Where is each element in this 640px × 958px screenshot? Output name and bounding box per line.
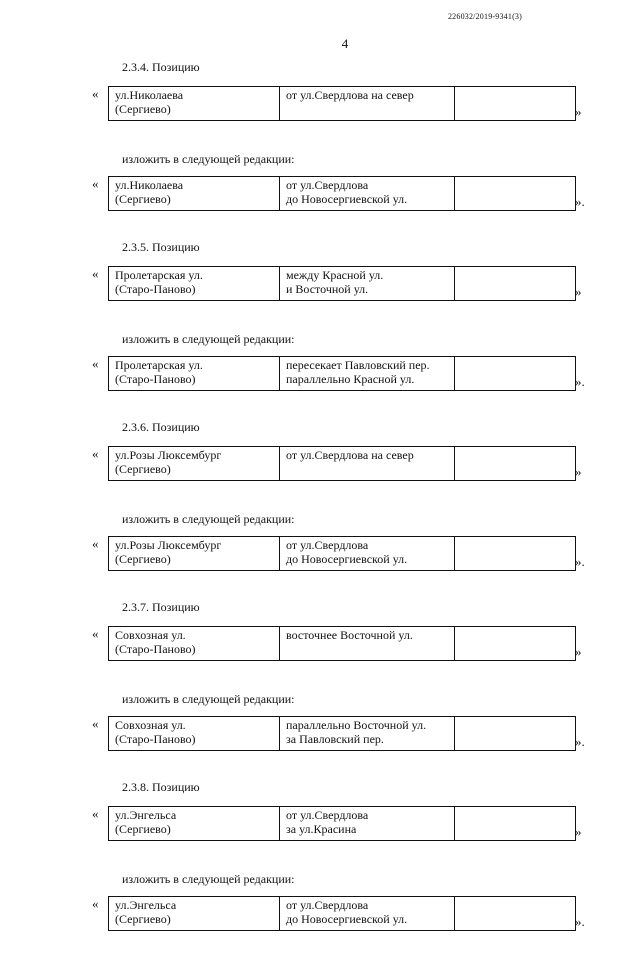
street-cell: [109, 807, 280, 841]
street-line: Пролетарская ул.: [115, 358, 203, 372]
new-position-row: [0, 356, 640, 402]
section-heading-text: 2.3.8. Позицию: [122, 780, 200, 794]
empty-cell: [455, 177, 576, 211]
close-quote: »: [575, 644, 582, 659]
empty-cell: [455, 447, 576, 481]
section-heading: [0, 598, 640, 626]
change-instruction-text: изложить в следующей редакции:: [122, 692, 295, 706]
new-position-table: [108, 896, 576, 931]
open-quote: «: [92, 176, 99, 191]
close-quote: »: [575, 284, 582, 299]
empty-cell: [455, 717, 576, 751]
bounds-line: параллельно Красной ул.: [286, 372, 415, 386]
open-quote: «: [92, 896, 99, 911]
current-position-table: [108, 266, 576, 301]
section-heading-text: 2.3.6. Позицию: [122, 420, 200, 434]
bounds-line: до Новосергиевской ул.: [286, 552, 408, 566]
bounds-line: пересекает Павловский пер.: [286, 358, 430, 372]
open-quote: «: [92, 356, 99, 371]
amendment-section: [0, 238, 640, 402]
current-position-row: [0, 806, 640, 852]
amendment-section: [0, 778, 640, 942]
bounds-line: от ул.Свердлова: [286, 808, 369, 822]
change-instruction: [0, 508, 640, 536]
change-instruction-text: изложить в следующей редакции:: [122, 152, 295, 166]
close-quote: ».: [575, 374, 585, 389]
section-heading-text: 2.3.4. Позицию: [122, 60, 200, 74]
change-instruction: [0, 148, 640, 176]
bounds-cell: [280, 627, 455, 661]
table-row: [109, 357, 576, 391]
bounds-cell: [280, 177, 455, 211]
section-heading: [0, 418, 640, 446]
section-heading: [0, 58, 640, 86]
table-row: [109, 897, 576, 931]
empty-cell: [455, 267, 576, 301]
empty-cell: [455, 627, 576, 661]
empty-cell: [455, 807, 576, 841]
bounds-line: параллельно Восточной ул.: [286, 718, 427, 732]
bounds-cell: [280, 87, 455, 121]
current-position-row: [0, 266, 640, 312]
bounds-cell: [280, 357, 455, 391]
change-instruction-text: изложить в следующей редакции:: [122, 512, 295, 526]
street-cell: [109, 627, 280, 661]
section-heading-text: 2.3.7. Позицию: [122, 600, 200, 614]
current-position-table: [108, 626, 576, 661]
current-position-row: [0, 86, 640, 132]
bounds-cell: [280, 807, 455, 841]
close-quote: ».: [575, 914, 585, 929]
table-row: [109, 447, 576, 481]
open-quote: «: [92, 626, 99, 641]
bounds-line: до Новосергиевской ул.: [286, 912, 408, 926]
close-quote: ».: [575, 194, 585, 209]
street-cell: [109, 87, 280, 121]
street-cell: [109, 537, 280, 571]
empty-cell: [455, 537, 576, 571]
table-row: [109, 627, 576, 661]
street-line: (Сергиево): [115, 192, 171, 206]
street-line: (Старо-Паново): [115, 732, 196, 746]
bounds-cell: [280, 717, 455, 751]
open-quote: «: [92, 446, 99, 461]
current-position-row: [0, 446, 640, 492]
bounds-line: до Новосергиевской ул.: [286, 192, 408, 206]
new-position-table: [108, 536, 576, 571]
street-line: ул.Николаева: [115, 88, 184, 102]
table-row: [109, 177, 576, 211]
street-line: (Сергиево): [115, 102, 171, 116]
street-cell: [109, 717, 280, 751]
open-quote: «: [92, 536, 99, 551]
amendment-sections: [0, 58, 640, 958]
table-row: [109, 537, 576, 571]
current-position-table: [108, 806, 576, 841]
street-cell: [109, 447, 280, 481]
table-row: [109, 267, 576, 301]
change-instruction: [0, 688, 640, 716]
street-line: ул.Энгельса: [115, 808, 177, 822]
street-line: (Сергиево): [115, 552, 171, 566]
new-position-table: [108, 356, 576, 391]
open-quote: «: [92, 86, 99, 101]
empty-cell: [455, 897, 576, 931]
street-cell: [109, 177, 280, 211]
street-line: (Старо-Паново): [115, 282, 196, 296]
street-line: ул.Розы Люксембург: [115, 448, 222, 462]
section-heading-text: 2.3.5. Позицию: [122, 240, 200, 254]
open-quote: «: [92, 806, 99, 821]
open-quote: «: [92, 266, 99, 281]
street-line: ул.Николаева: [115, 178, 184, 192]
street-line: ул.Энгельса: [115, 898, 177, 912]
change-instruction: [0, 328, 640, 356]
close-quote: »: [575, 824, 582, 839]
bounds-line: от ул.Свердлова: [286, 898, 369, 912]
bounds-line: от ул.Свердлова на север: [286, 88, 414, 102]
street-line: ул.Розы Люксембург: [115, 538, 222, 552]
bounds-line: между Красной ул.: [286, 268, 384, 282]
open-quote: «: [92, 716, 99, 731]
close-quote: »: [575, 464, 582, 479]
bounds-line: за ул.Красина: [286, 822, 357, 836]
section-heading: [0, 778, 640, 806]
table-row: [109, 807, 576, 841]
street-line: Пролетарская ул.: [115, 268, 203, 282]
street-line: (Сергиево): [115, 912, 171, 926]
street-cell: [109, 357, 280, 391]
page-number: 4: [341, 36, 349, 51]
new-position-table: [108, 716, 576, 751]
bounds-line: и Восточной ул.: [286, 282, 369, 296]
bounds-cell: [280, 897, 455, 931]
new-position-row: [0, 536, 640, 582]
document-number: 226032/2019-9341(3): [447, 12, 522, 21]
bounds-line: от ул.Свердлова: [286, 178, 369, 192]
change-instruction-text: изложить в следующей редакции:: [122, 332, 295, 346]
street-cell: [109, 897, 280, 931]
bounds-cell: [280, 537, 455, 571]
table-row: [109, 87, 576, 121]
change-instruction-text: изложить в следующей редакции:: [122, 872, 295, 886]
street-line: (Сергиево): [115, 462, 171, 476]
current-position-table: [108, 86, 576, 121]
current-position-table: [108, 446, 576, 481]
street-line: (Старо-Паново): [115, 372, 196, 386]
street-line: Совхозная ул.: [115, 718, 186, 732]
street-line: (Сергиево): [115, 822, 171, 836]
amendment-section: [0, 598, 640, 762]
amendment-section: [0, 418, 640, 582]
bounds-line: за Павловский пер.: [286, 732, 384, 746]
close-quote: »: [575, 104, 582, 119]
bounds-line: от ул.Свердлова: [286, 538, 369, 552]
close-quote: ».: [575, 734, 585, 749]
close-quote: ».: [575, 554, 585, 569]
bounds-cell: [280, 447, 455, 481]
empty-cell: [455, 357, 576, 391]
new-position-row: [0, 716, 640, 762]
new-position-row: [0, 896, 640, 942]
empty-cell: [455, 87, 576, 121]
amendment-section: [0, 58, 640, 222]
table-row: [109, 717, 576, 751]
street-line: (Старо-Паново): [115, 642, 196, 656]
bounds-cell: [280, 267, 455, 301]
street-line: Совхозная ул.: [115, 628, 186, 642]
street-cell: [109, 267, 280, 301]
bounds-line: восточнее Восточной ул.: [286, 628, 413, 642]
current-position-row: [0, 626, 640, 672]
new-position-row: [0, 176, 640, 222]
new-position-table: [108, 176, 576, 211]
change-instruction: [0, 868, 640, 896]
section-heading: [0, 238, 640, 266]
bounds-line: от ул.Свердлова на север: [286, 448, 414, 462]
